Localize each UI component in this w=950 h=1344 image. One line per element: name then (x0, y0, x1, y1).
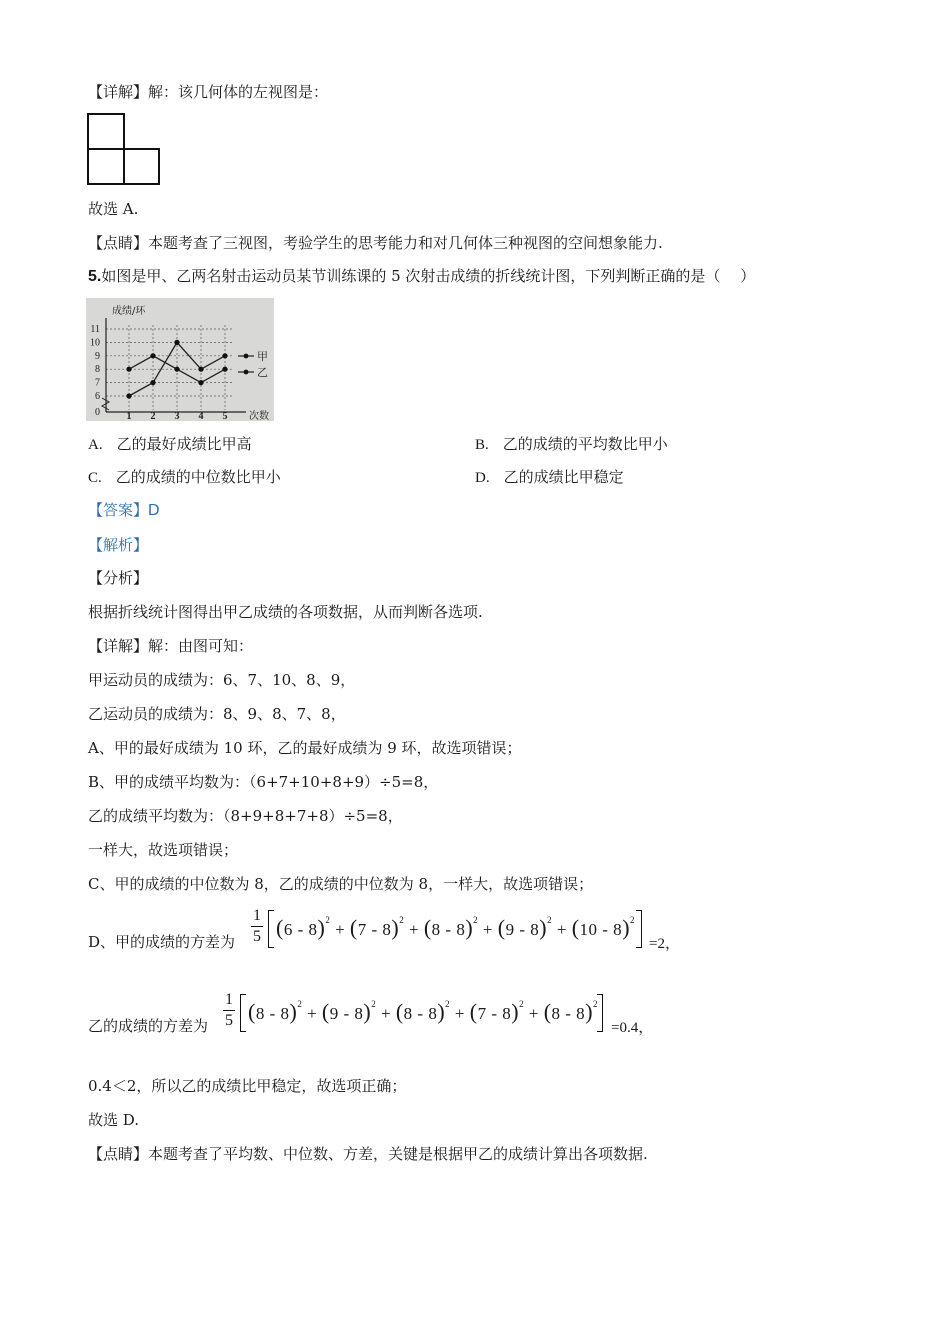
close-paren: ) (317, 915, 326, 940)
variance-jia-left-bracket (268, 910, 274, 948)
variance-jia-term-value: 10 - 8 (579, 920, 623, 939)
legend-marker-1 (244, 370, 249, 375)
plus-sign: + (478, 920, 498, 939)
prev-comment-line (88, 233, 663, 253)
square-exponent: 2 (547, 915, 553, 926)
series-point-0 (174, 340, 179, 345)
variance-jia-term (571, 915, 636, 940)
prev-detail-line (88, 82, 328, 102)
series-point-1 (126, 367, 131, 372)
close-paren: ) (363, 999, 372, 1024)
comment-text: 本题考查了平均数、中位数、方差，关键是根据甲乙的成绩计算出各项数据. (148, 1145, 648, 1163)
y-tick-label: 7 (95, 377, 100, 389)
variance-yi-frac-den: 5 (225, 1012, 233, 1029)
variance-jia-frac-bar (251, 926, 263, 927)
variance-yi-result: =0.4， (611, 1020, 654, 1036)
plus-sign: + (404, 920, 424, 939)
option-b-letter: B. (475, 437, 489, 453)
option-a-letter: A. (88, 437, 103, 453)
variance-yi-frac-num: 1 (225, 991, 233, 1008)
line-chart (86, 298, 274, 421)
variance-yi-term (395, 999, 451, 1024)
option-c-letter: C. (88, 470, 102, 486)
close-paren: ) (437, 999, 446, 1024)
open-paren: ( (543, 999, 552, 1024)
x-tick-label: 3 (174, 411, 180, 421)
square-exponent: 2 (371, 999, 377, 1010)
question-stem (88, 266, 755, 287)
variance-yi-term-value: 8 - 8 (403, 1004, 438, 1023)
left-view-bottom-right-square (123, 148, 160, 185)
option-b (475, 434, 668, 455)
line-chart-svg (86, 298, 274, 421)
variance-jia-result: =2， (649, 936, 680, 952)
variance-yi-term (321, 999, 377, 1024)
comment-label: 【点睛】 (88, 1145, 149, 1163)
x-tick-label: 5 (222, 411, 228, 421)
close-paren: ) (465, 915, 474, 940)
legend-label-0: 甲 (257, 350, 268, 363)
detail-intro-line (88, 636, 253, 656)
left-view-bottom-left-square (87, 148, 125, 185)
y-tick-label: 8 (95, 364, 100, 376)
variance-jia-frac-den: 5 (253, 928, 261, 945)
series-point-1 (222, 367, 227, 372)
series-point-0 (150, 380, 155, 385)
detail-line-3: A、甲的最好成绩为 10 环，乙的最好成绩为 9 环，故选项错误； (88, 739, 522, 757)
analysis-label: 【解析】 (88, 536, 149, 554)
variance-yi-term-value: 8 - 8 (255, 1004, 290, 1023)
variance-jia-term-value: 7 - 8 (357, 920, 392, 939)
series-point-1 (198, 380, 203, 385)
answer-value: D (148, 502, 160, 519)
comment-line (88, 1144, 648, 1164)
series-point-1 (174, 367, 179, 372)
chart-title: 成绩/环 (112, 306, 146, 317)
variance-jia-term (349, 915, 405, 940)
variance-yi-term (469, 999, 525, 1024)
square-exponent: 2 (445, 999, 451, 1010)
x-axis-label: 次数 (249, 411, 269, 421)
square-exponent: 2 (593, 999, 599, 1010)
plus-sign: + (302, 1004, 322, 1023)
detail-line-1: 甲运动员的成绩为：6、7、10、8、9， (88, 671, 356, 689)
close-paren: ) (622, 915, 631, 940)
detail-line-2: 乙运动员的成绩为：8、9、8、7、8， (88, 705, 346, 723)
question-text: 如图是甲、乙两名射击运动员某节训练课的 5 次射击成绩的折线统计图，下列判断正确的是（ ） (101, 267, 756, 285)
final-choice: 故选 D. (88, 1111, 140, 1129)
question-number: 5. (88, 268, 102, 285)
legend-marker-0 (244, 354, 249, 359)
variance-jia-right-bracket (636, 910, 642, 948)
square-exponent: 2 (519, 999, 525, 1010)
plus-sign: + (330, 920, 350, 939)
plus-sign: + (552, 920, 572, 939)
x-tick-label: 1 (126, 411, 132, 421)
y-tick-label: 10 (90, 337, 100, 349)
variance-yi-right-bracket (597, 994, 603, 1032)
open-paren: ( (248, 999, 256, 1024)
y-tick-label: 11 (90, 324, 100, 335)
variance-jia-term (423, 915, 479, 940)
variance-yi-fraction (222, 991, 236, 1030)
variance-jia-fraction (250, 907, 264, 946)
x-tick-label: 4 (198, 411, 204, 421)
close-paren: ) (585, 999, 594, 1024)
square-exponent: 2 (297, 999, 303, 1010)
left-view-top-square (87, 113, 125, 150)
variance-jia-term-value: 8 - 8 (431, 920, 466, 939)
detail-intro: 解：由图可知： (148, 637, 254, 655)
variance-jia-term (497, 915, 553, 940)
variance-yi-term (543, 999, 599, 1024)
plus-sign: + (376, 1004, 396, 1023)
variance-jia-frac-num: 1 (253, 907, 261, 924)
open-paren: ( (571, 915, 580, 940)
x-tick-label: 2 (150, 411, 156, 421)
variance-jia-expression (276, 915, 635, 941)
option-d-letter: D. (475, 470, 490, 486)
fenxi-text: 根据折线统计图得出甲乙成绩的各项数据，从而判断各选项. (88, 603, 483, 621)
plus-sign: + (450, 1004, 470, 1023)
prev-comment-label: 【点睛】 (88, 234, 149, 252)
y-tick-label: 9 (95, 350, 100, 362)
option-a (88, 434, 252, 455)
square-exponent: 2 (473, 915, 479, 926)
variance-yi-term (248, 999, 303, 1024)
variance-yi-term-value: 9 - 8 (329, 1004, 364, 1023)
variance-yi-prefix: 乙的成绩的方差为 (88, 1017, 209, 1035)
fenxi-label: 【分析】 (88, 569, 149, 587)
detail-line-7: C、甲的成绩的中位数为 8，乙的成绩的中位数为 8，一样大，故选项错误； (88, 875, 594, 893)
variance-jia-term (276, 915, 331, 940)
detail-label: 【详解】 (88, 637, 149, 655)
close-paren: ) (539, 915, 548, 940)
variance-yi-expression (248, 999, 598, 1025)
open-paren: ( (276, 915, 284, 940)
answer-label: 【答案】 (88, 501, 149, 519)
option-c-text: 乙的成绩的中位数比甲小 (115, 468, 281, 486)
open-paren: ( (395, 999, 404, 1024)
open-paren: ( (497, 915, 506, 940)
option-a-text: 乙的最好成绩比甲高 (116, 435, 252, 453)
open-paren: ( (349, 915, 358, 940)
legend-label-1: 乙 (257, 366, 268, 379)
detail-line-5: 乙的成绩平均数为：（8+9+8+7+8）÷5=8， (88, 807, 403, 825)
series-point-0 (222, 353, 227, 358)
variance-yi-left-bracket (240, 994, 246, 1032)
close-paren: ) (511, 999, 520, 1024)
y-tick-label: 6 (95, 391, 100, 402)
variance-yi-term-value: 7 - 8 (477, 1004, 512, 1023)
option-b-text: 乙的成绩的平均数比甲小 (502, 435, 668, 453)
option-c (88, 467, 281, 488)
detail-line-4: B、甲的成绩平均数为：（6+7+10+8+9）÷5=8， (88, 773, 439, 791)
prev-detail-label: 【详解】 (88, 83, 149, 101)
open-paren: ( (321, 999, 330, 1024)
variance-jia-term-value: 9 - 8 (505, 920, 540, 939)
variance-jia-prefix: D、甲的成绩的方差为 (88, 933, 236, 951)
option-d (475, 467, 624, 488)
variance-yi-frac-bar (223, 1010, 235, 1011)
variance-yi-term-value: 8 - 8 (551, 1004, 586, 1023)
square-exponent: 2 (399, 915, 405, 926)
compare-line: 0.4＜2，所以乙的成绩比甲稳定，故选项正确； (88, 1077, 407, 1095)
prev-comment-text: 本题考查了三视图，考验学生的思考能力和对几何体三种视图的空间想象能力. (148, 234, 663, 252)
variance-jia-term-value: 6 - 8 (283, 920, 318, 939)
series-point-0 (198, 367, 203, 372)
series-point-1 (150, 353, 155, 358)
square-exponent: 2 (630, 915, 636, 926)
open-paren: ( (423, 915, 432, 940)
open-paren: ( (469, 999, 478, 1024)
prev-choice: 故选 A. (88, 200, 139, 218)
close-paren: ) (391, 915, 400, 940)
series-point-0 (126, 393, 131, 398)
close-paren: ) (289, 999, 298, 1024)
answer-line (88, 500, 160, 521)
plus-sign: + (524, 1004, 544, 1023)
square-exponent: 2 (325, 915, 331, 926)
detail-line-6: 一样大，故选项错误； (88, 841, 239, 859)
y-tick-label: 0 (95, 407, 100, 418)
option-d-text: 乙的成绩比甲稳定 (503, 468, 624, 486)
prev-detail-text: 解：该几何体的左视图是： (148, 83, 329, 101)
